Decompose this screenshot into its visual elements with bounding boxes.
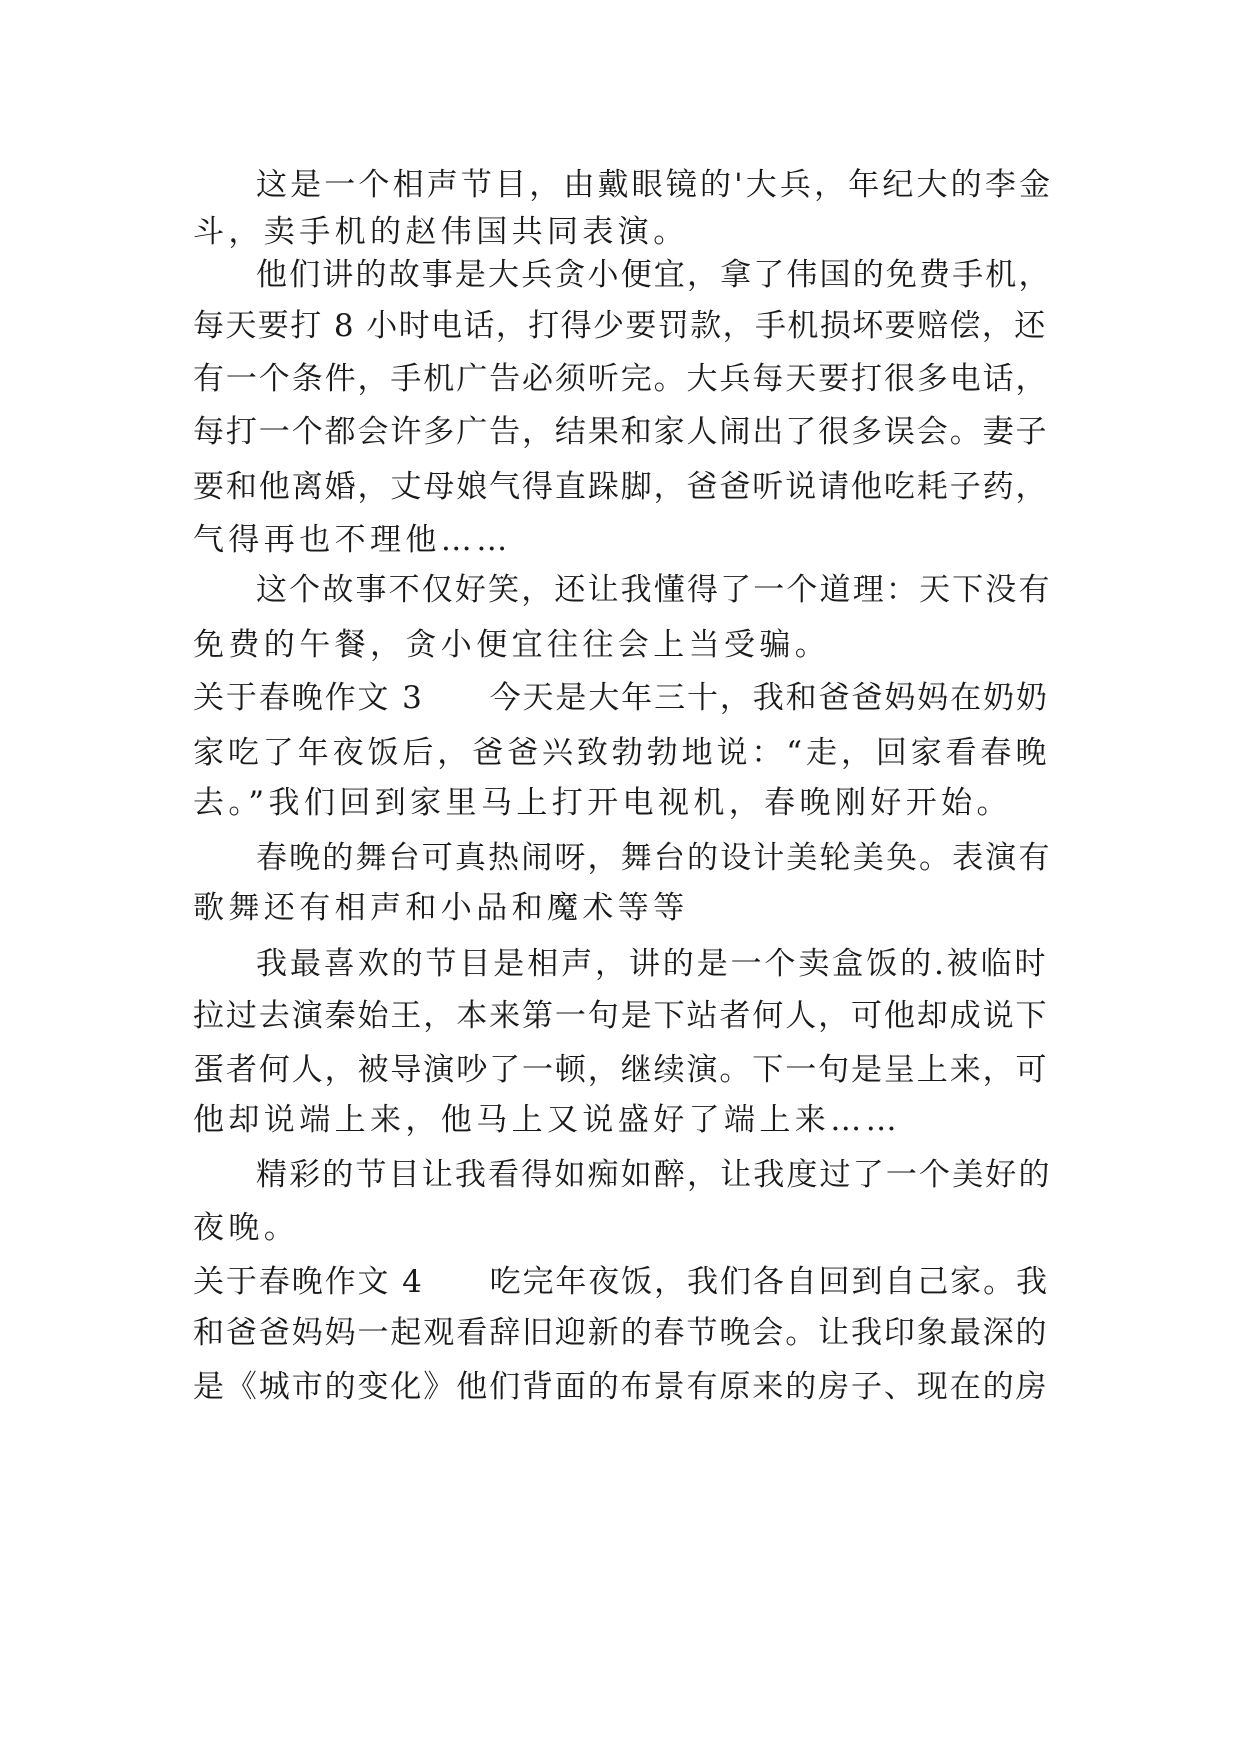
text-line: 蛋者何人，被导演吵了一顿，继续演。下一句是呈上来，可 bbox=[193, 1052, 1049, 1088]
text-line: 我最喜欢的节目是相声，讲的是一个卖盒饭的.被临时 bbox=[256, 946, 1049, 982]
text-line: 这是一个相声节目，由戴眼镜的'大兵，年纪大的李金 bbox=[256, 167, 1054, 203]
essay-heading-line: 关于春晚作文 4 吃完年夜饭，我们各自回到自己家。我 bbox=[193, 1264, 1049, 1300]
text-line: 他却说端上来，他马上又说盛好了端上来…… bbox=[193, 1102, 901, 1138]
text-line: 是《城市的变化》他们背面的布景有原来的房子、现在的房 bbox=[193, 1369, 1049, 1405]
text-line: 每天要打 8 小时电话，打得少要罚款，手机损坏要赔偿，还 bbox=[193, 308, 1047, 344]
text-line: 气得再也不理他…… bbox=[193, 522, 512, 558]
text-line: 这个故事不仅好笑，还让我懂得了一个道理：天下没有 bbox=[256, 572, 1052, 608]
text-line: 去。”我们回到家里马上打开电视机，春晚刚好开始。 bbox=[193, 785, 1012, 821]
text-line: 精彩的节目让我看得如痴如醉，让我度过了一个美好的 bbox=[256, 1157, 1052, 1193]
text-line: 春晚的舞台可真热闹呀，舞台的设计美轮美奂。表演有 bbox=[256, 840, 1052, 876]
text-line: 和爸爸妈妈一起观看辞旧迎新的春节晚会。让我印象最深的 bbox=[193, 1315, 1049, 1351]
essay-heading-line: 关于春晚作文 3 今天是大年三十，我和爸爸妈妈在奶奶 bbox=[193, 680, 1049, 716]
text-line: 要和他离婚，丈母娘气得直跺脚，爸爸听说请他吃耗子药， bbox=[193, 469, 1049, 505]
text-line: 歌舞还有相声和小品和魔术等等 bbox=[193, 890, 689, 926]
text-line: 每打一个都会许多广告，结果和家人闹出了很多误会。妻子 bbox=[193, 414, 1049, 450]
text-line: 家吃了年夜饭后，爸爸兴致勃勃地说：“走，回家看春晚 bbox=[193, 735, 1051, 771]
text-line: 有一个条件，手机广告必须听完。大兵每天要打很多电话， bbox=[193, 361, 1049, 397]
text-line: 免费的午餐，贪小便宜往往会上当受骗。 bbox=[193, 627, 831, 663]
text-line: 斗，卖手机的赵伟国共同表演。 bbox=[193, 214, 689, 250]
text-line: 夜晚。 bbox=[193, 1210, 300, 1246]
text-line: 他们讲的故事是大兵贪小便宜，拿了伟国的免费手机， bbox=[256, 257, 1052, 293]
text-line: 拉过去演秦始王，本来第一句是下站者何人，可他却成说下 bbox=[193, 998, 1049, 1034]
